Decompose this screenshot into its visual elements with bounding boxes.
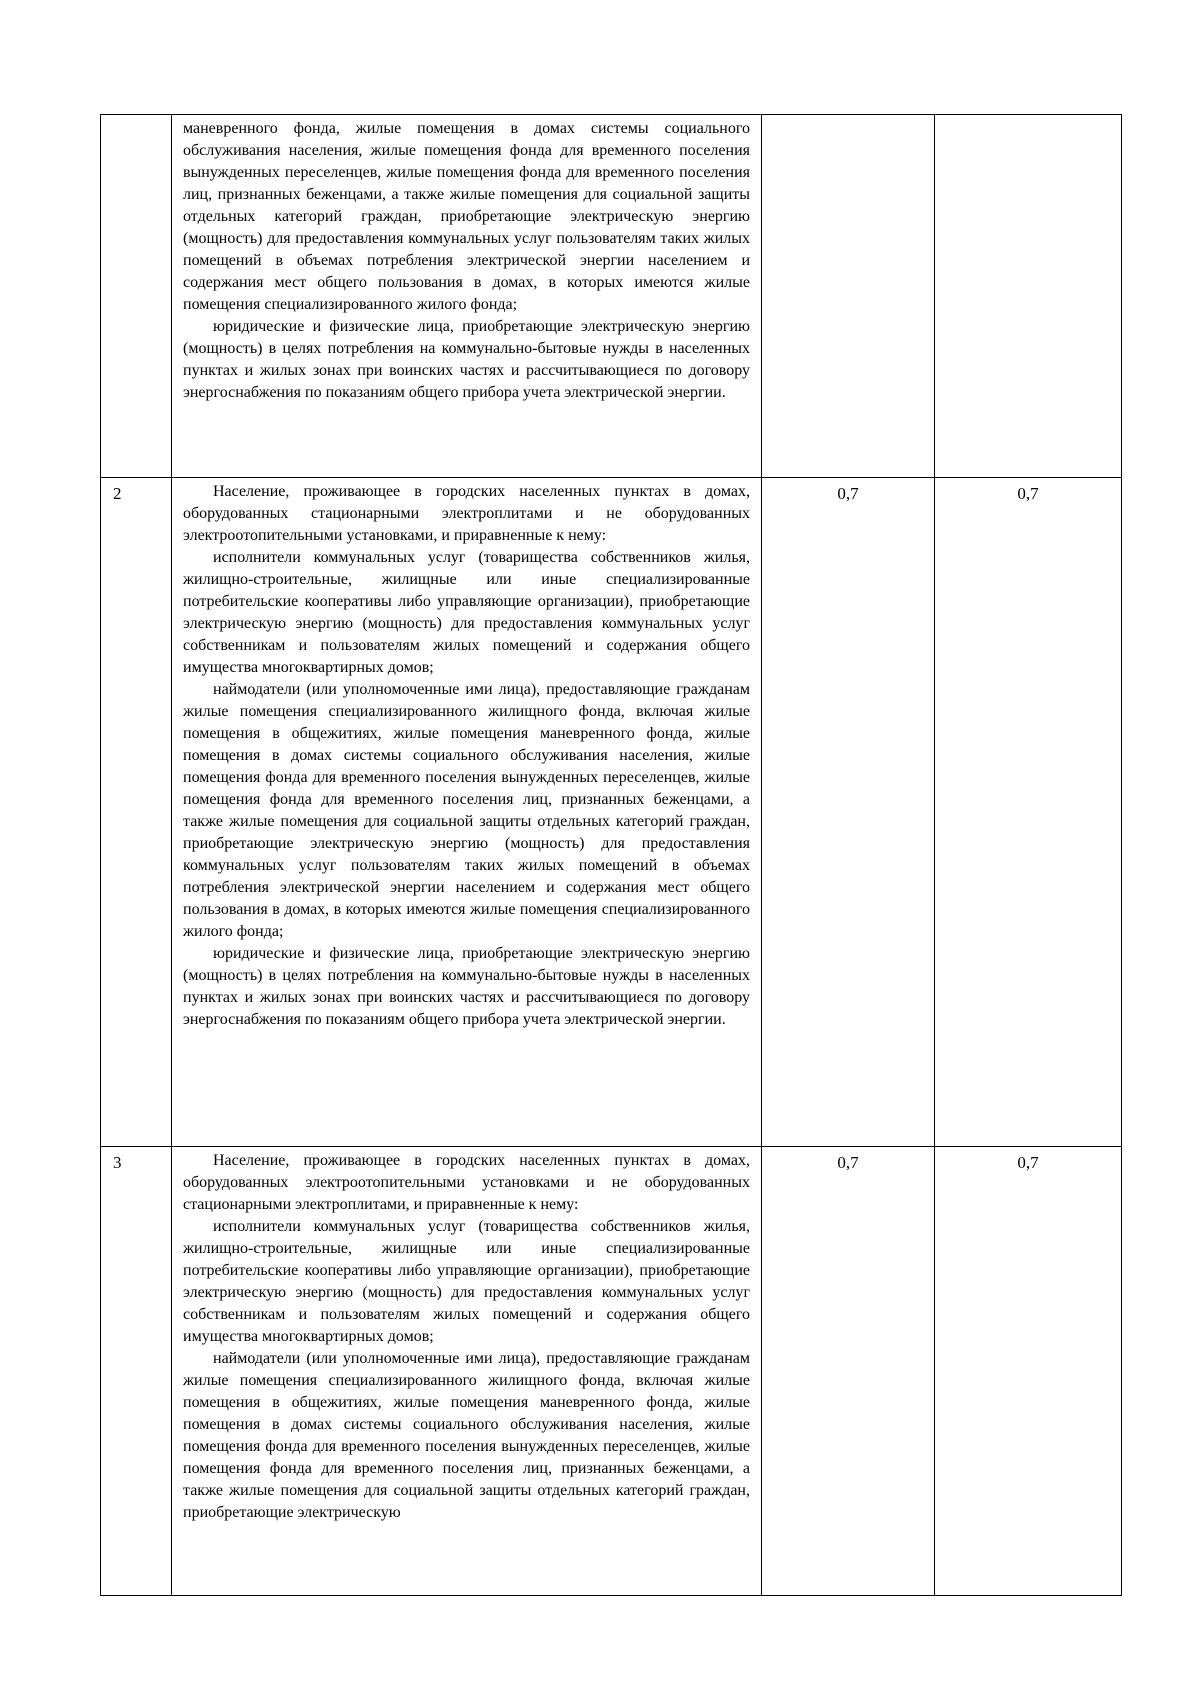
row-value-1: 0,7 xyxy=(762,478,935,1147)
row-description xyxy=(172,115,762,478)
paragraph: юридические и физические лица, приобретающие электрическую энергию (мощность) в целях потребления на коммунально-бытовые нужды в населенных пунктах и жилых зонах при воинских частях и рассчитывающиеся по договору энергоснабжения по показаниям общего прибора учета электрической энергии. xyxy=(183,945,750,1028)
paragraph: Население, проживающее в городских населенных пунктах в домах, оборудованных электроотопительными установками и не оборудованных стационарными электроплитами, и приравненные к нему: xyxy=(183,1152,750,1213)
table-row xyxy=(101,115,1122,478)
row-value-1: 0,7 xyxy=(762,1147,935,1596)
row-value-2: 0,7 xyxy=(935,1147,1122,1596)
row-number: 2 xyxy=(101,478,172,1147)
paragraph: маневренного фонда, жилые помещения в домах системы социального обслуживания населения, жилые помещения фонда для временного поселения вынужденных переселенцев, жилые помещения фонда для временного поселения лиц, признанных беженцами, а также жилые помещения для социальной защиты отдельных категорий граждан, приобретающие электрическую энергию (мощность) для предоставления коммунальных услуг пользователям таких жилых помещений в объемах потребления электрической энергии населением и содержания мест общего пользования в домах, в которых имеются жилые помещения специализированного жилого фонда; xyxy=(183,120,750,313)
paragraph: исполнители коммунальных услуг (товарищества собственников жилья, жилищно-строительные, жилищные или иные специализированные потребительские кооперативы либо управляющие организации), приобретающие электрическую энергию (мощность) для предоставления коммунальных услуг собственникам и пользователям жилых помещений и содержания общего имущества многоквартирных домов; xyxy=(183,549,750,676)
row-number: 3 xyxy=(101,1147,172,1596)
paragraph: наймодатели (или уполномоченные ими лица), предоставляющие гражданам жилые помещения специализированного жилищного фонда, включая жилые помещения в общежитиях, жилые помещения маневренного фонда, жилые помещения в домах системы социального обслуживания населения, жилые помещения фонда для временного поселения вынужденных переселенцев, жилые помещения фонда для временного поселения лиц, признанных беженцами, а также жилые помещения для социальной защиты отдельных категорий граждан, приобретающие электрическую xyxy=(183,1350,750,1521)
row-description xyxy=(172,1147,762,1596)
table-row xyxy=(101,478,1122,1147)
paragraph: наймодатели (или уполномоченные ими лица), предоставляющие гражданам жилые помещения специализированного жилищного фонда, включая жилые помещения в общежитиях, жилые помещения маневренного фонда, жилые помещения в домах системы социального обслуживания населения, жилые помещения фонда для временного поселения вынужденных переселенцев, жилые помещения фонда для временного поселения лиц, признанных беженцами, а также жилые помещения для социальной защиты отдельных категорий граждан, приобретающие электрическую энергию (мощность) для предоставления коммунальных услуг пользователям таких жилых помещений в объемах потребления электрической энергии населением и содержания мест общего пользования в домах, в которых имеются жилые помещения специализированного жилого фонда; xyxy=(183,681,750,940)
paragraph: исполнители коммунальных услуг (товарищества собственников жилья, жилищно-строительные, жилищные или иные специализированные потребительские кооперативы либо управляющие организации), приобретающие электрическую энергию (мощность) для предоставления коммунальных услуг собственникам и пользователям жилых помещений и содержания общего имущества многоквартирных домов; xyxy=(183,1218,750,1345)
row-description xyxy=(172,478,762,1147)
row-value-2 xyxy=(935,115,1122,478)
table-row xyxy=(101,1147,1122,1596)
row-value-1 xyxy=(762,115,935,478)
paragraph: юридические и физические лица, приобретающие электрическую энергию (мощность) в целях потребления на коммунально-бытовые нужды в населенных пунктах и жилых зонах при воинских частях и рассчитывающиеся по договору энергоснабжения по показаниям общего прибора учета электрической энергии. xyxy=(183,318,750,401)
row-number xyxy=(101,115,172,478)
row-value-2: 0,7 xyxy=(935,478,1122,1147)
tariff-table xyxy=(100,114,1122,1596)
paragraph: Население, проживающее в городских населенных пунктах в домах, оборудованных стационарными электроплитами и не оборудованных электроотопительными установками, и приравненные к нему: xyxy=(183,483,750,544)
